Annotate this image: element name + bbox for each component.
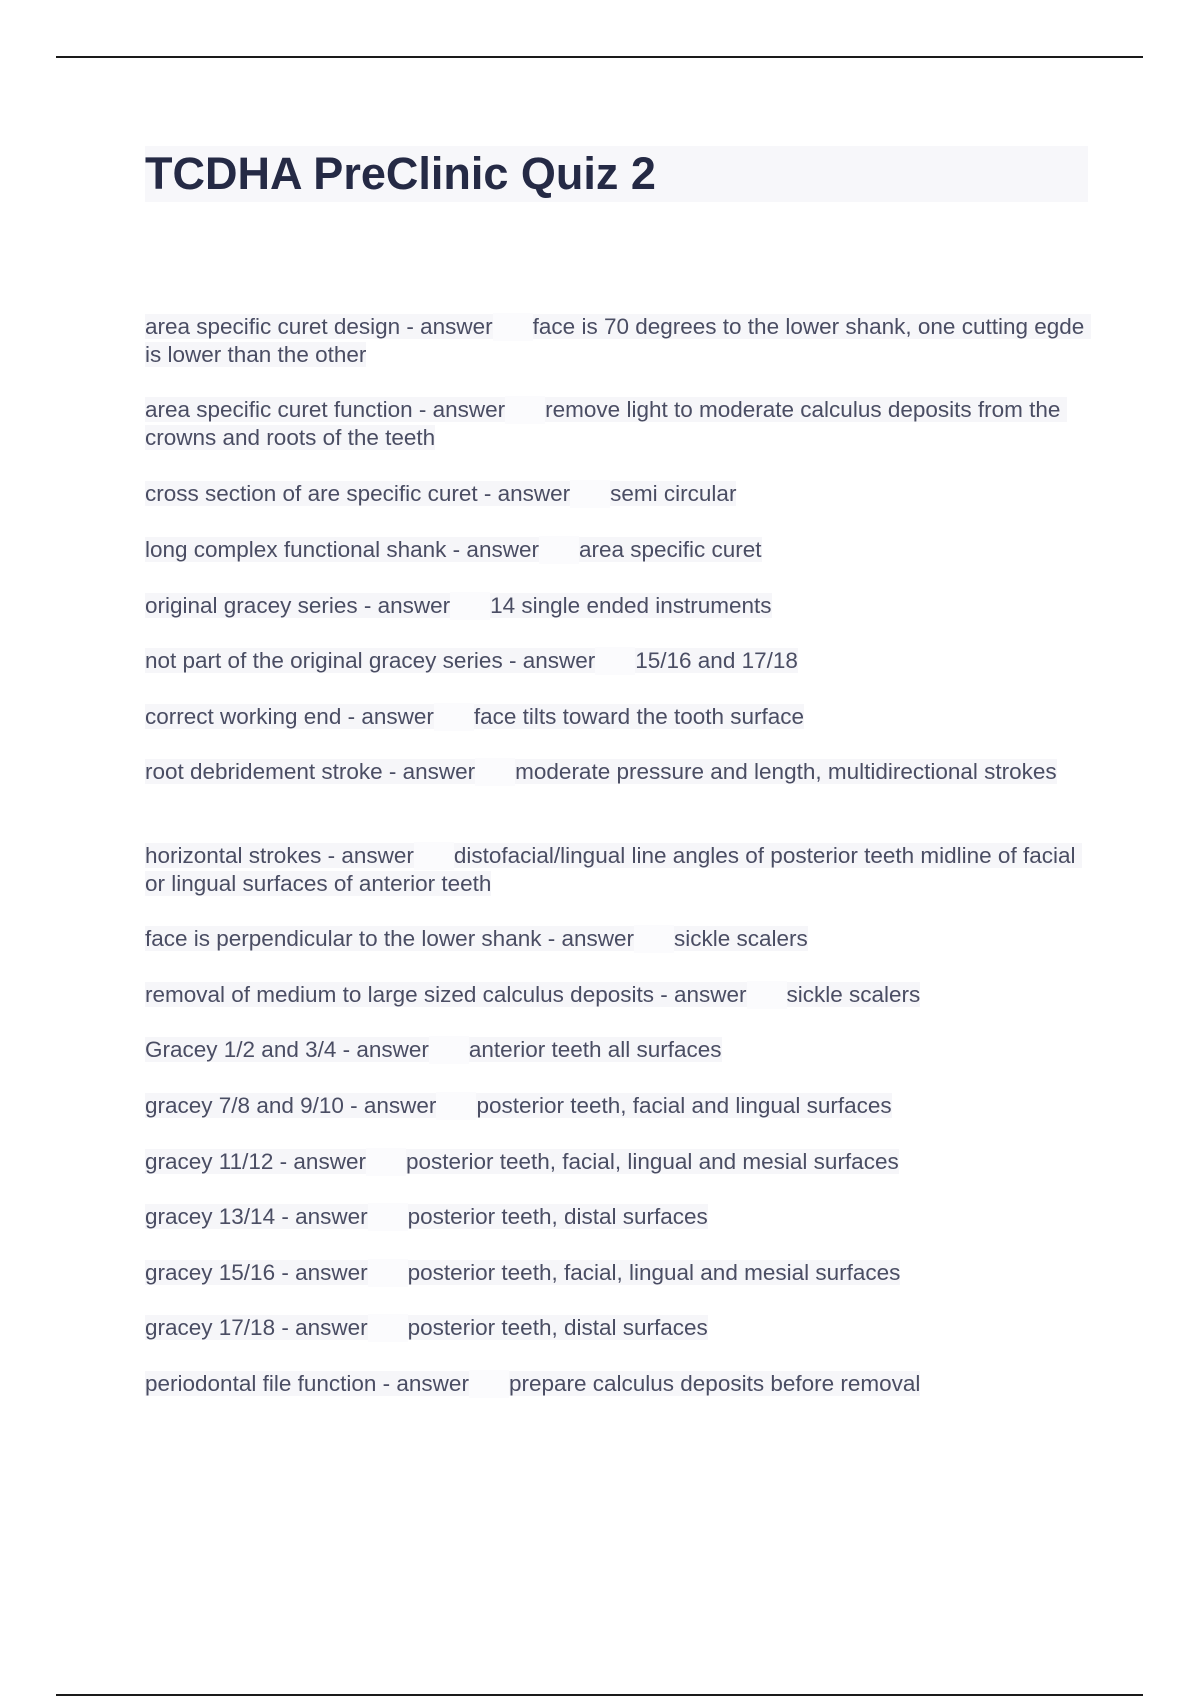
flashcard (145, 1314, 1088, 1342)
flashcard (145, 1036, 1088, 1064)
card-definition: prepare calculus deposits before removal (508, 1371, 921, 1396)
card-term: gracey 13/14 - answer (145, 1204, 368, 1229)
bottom-rule (56, 1694, 1143, 1696)
flashcard (145, 758, 1088, 786)
card-definition: posterior teeth, facial, lingual and mesial surfaces (407, 1260, 901, 1285)
card-definition: posterior teeth, distal surfaces (407, 1315, 708, 1340)
card-term: periodontal file function - answer (145, 1371, 469, 1396)
flashcard (145, 647, 1088, 675)
top-rule (56, 56, 1143, 58)
flashcard (145, 592, 1088, 620)
flashcard (145, 536, 1088, 564)
flashcard (145, 842, 1088, 898)
card-definition: area specific curet (578, 537, 762, 562)
card-term: long complex functional shank - answer (145, 537, 539, 562)
card-term: gracey 11/12 - answer (145, 1149, 366, 1174)
card-term: root debridement stroke - answer (145, 759, 476, 784)
card-definition: anterior teeth all surfaces (468, 1037, 722, 1062)
card-term: area specific curet function - answer (145, 397, 506, 422)
card-definition: posterior teeth, distal surfaces (407, 1204, 708, 1229)
card-definition: 15/16 and 17/18 (635, 648, 798, 673)
flashcard (145, 396, 1088, 452)
card-term: gracey 15/16 - answer (145, 1260, 368, 1285)
flashcard (145, 1092, 1088, 1120)
flashcard (145, 1370, 1088, 1398)
card-definition: distofacial/lingual line angles of posterior teeth midline of facial or lingual surfaces of anterior teeth (145, 843, 1082, 896)
card-term: gracey 17/18 - answer (145, 1315, 368, 1340)
flashcard (145, 1148, 1088, 1176)
page-title: TCDHA PreClinic Quiz 2 (145, 146, 1088, 202)
card-definition: semi circular (610, 481, 737, 506)
card-definition: sickle scalers (786, 982, 921, 1007)
card-definition: posterior teeth, facial, lingual and mesial surfaces (405, 1149, 899, 1174)
flashcard (145, 703, 1088, 731)
card-definition: posterior teeth, facial and lingual surfaces (476, 1093, 892, 1118)
card-term: original gracey series - answer (145, 593, 451, 618)
flashcard (145, 981, 1088, 1009)
card-term: Gracey 1/2 and 3/4 - answer (145, 1037, 429, 1062)
card-term: cross section of are specific curet - answer (145, 481, 571, 506)
card-term: face is perpendicular to the lower shank - answer (145, 926, 635, 951)
card-definition: remove light to moderate calculus deposits from the crowns and roots of the teeth (145, 397, 1067, 450)
flashcard (145, 1203, 1088, 1231)
card-term: removal of medium to large sized calculus deposits - answer (145, 982, 747, 1007)
card-definition: sickle scalers (674, 926, 808, 951)
card-term: correct working end - answer (145, 704, 434, 729)
card-term: area specific curet design - answer (145, 314, 493, 339)
card-term: horizontal strokes - answer (145, 843, 414, 868)
card-definition: face is 70 degrees to the lower shank, one cutting egde is lower than the other (145, 314, 1091, 367)
flashcard (145, 1259, 1088, 1287)
card-term: gracey 7/8 and 9/10 - answer (145, 1093, 437, 1118)
card-term: not part of the original gracey series - answer (145, 648, 596, 673)
flashcard (145, 313, 1091, 369)
card-definition: face tilts toward the tooth surface (473, 704, 805, 729)
flashcard (145, 925, 1088, 953)
card-definition: moderate pressure and length, multidirectional strokes (515, 759, 1057, 784)
flashcard (145, 480, 1088, 508)
card-definition: 14 single ended instruments (490, 593, 772, 618)
